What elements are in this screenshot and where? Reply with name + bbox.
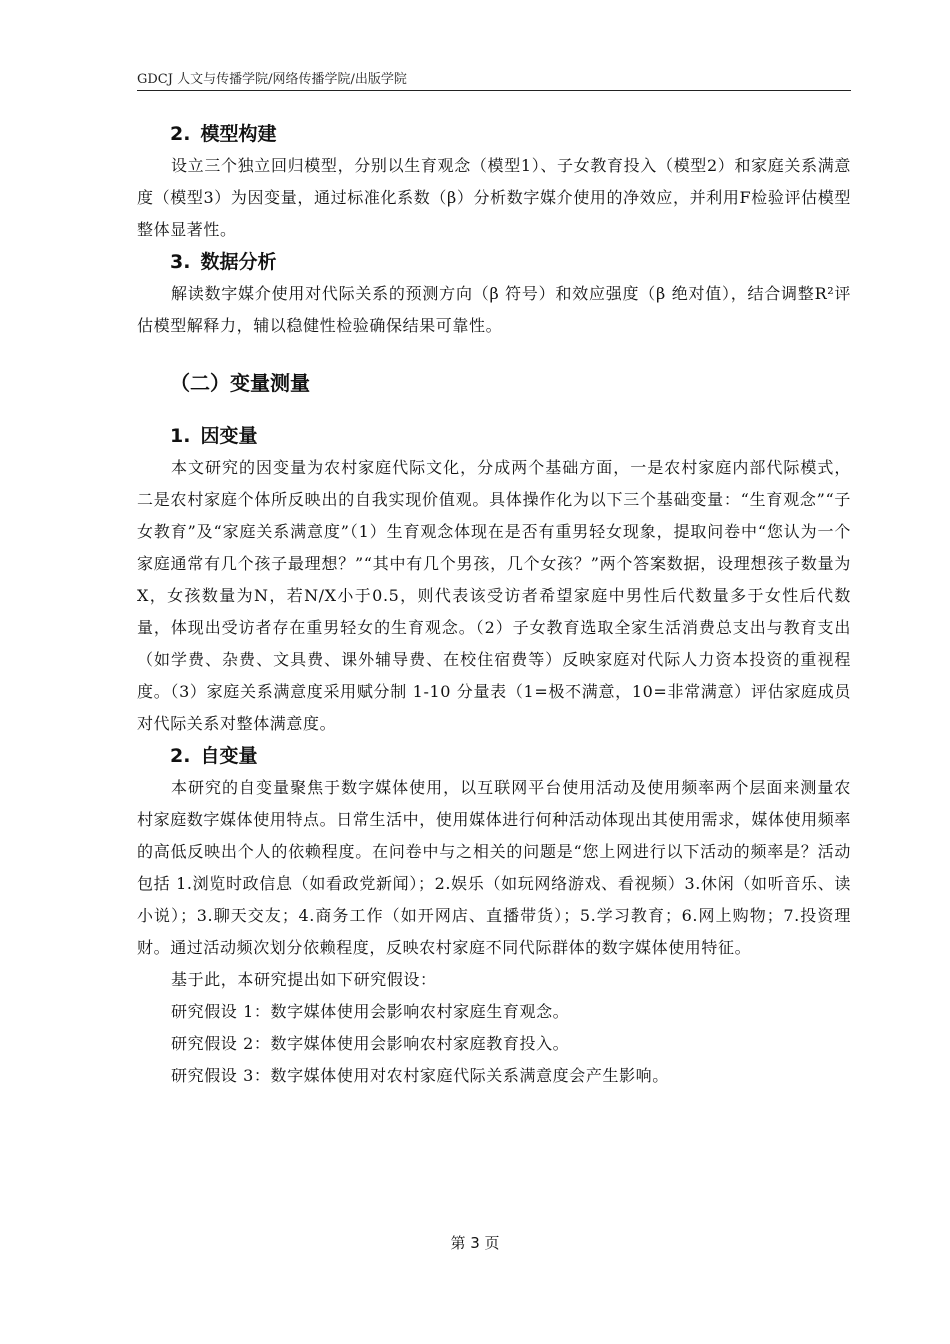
paragraph-independent-variable: 本研究的自变量聚焦于数字媒体使用，以互联网平台使用活动及使用频率两个层面来测量农村家庭数字媒体使用特点。日常生活中，使用媒体进行何种活动体现出其使用需求，媒体使用频率的高低反映出个人的依赖程度。在问卷中与之相关的问题是“您上网进行以下活动的频率是？活动包括 1.浏览时政信息（如看政党新闻）；2.娱乐（如玩网络游戏、看视频）3.休闲（如听音乐、读小说）；3.聊天交友；4.商务工作（如开网店、直播带货）；5.学习教育；6.网上购物；7.投资理财。通过活动频次划分依赖程度，反映农村家庭不同代际群体的数字媒体使用特征。 — [137, 778, 851, 957]
hypothesis-1: 研究假设 1：数字媒体使用会影响农村家庭生育观念。 — [171, 1002, 570, 1021]
section-heading-variables: （二）变量测量 — [170, 371, 310, 395]
hypothesis-2: 研究假设 2：数字媒体使用会影响农村家庭教育投入。 — [171, 1034, 570, 1053]
heading-number: 2. — [170, 123, 191, 145]
heading-title: 数据分析 — [200, 251, 277, 273]
heading-title: 自变量 — [200, 745, 258, 767]
paragraph-model-build: 设立三个独立回归模型，分别以生育观念（模型1）、子女教育投入（模型2）和家庭关系满意度（模型3）为因变量，通过标准化系数（β）分析数字媒介使用的净效应，并利用F检验评估模型整体显著性。 — [137, 156, 851, 239]
header-text: GDCJ 人文与传播学院/网络传播学院/出版学院 — [137, 72, 407, 87]
heading-independent-variable — [137, 740, 851, 772]
hypotheses-intro: 基于此，本研究提出如下研究假设： — [171, 970, 437, 989]
page-header — [137, 68, 851, 91]
heading-number: 3. — [170, 251, 191, 273]
heading-model-build — [137, 118, 851, 150]
heading-title: 因变量 — [200, 425, 258, 447]
heading-dependent-variable — [137, 420, 851, 452]
heading-number: 1. — [170, 425, 191, 447]
hypothesis-3: 研究假设 3：数字媒体使用对农村家庭代际关系满意度会产生影响。 — [171, 1066, 669, 1085]
heading-title: 模型构建 — [200, 123, 277, 145]
heading-number: 2. — [170, 745, 191, 767]
paragraph-dependent-variable: 本文研究的因变量为农村家庭代际文化，分成两个基础方面，一是农村家庭内部代际模式，二是农村家庭个体所反映出的自我实现价值观。具体操作化为以下三个基础变量：“生育观念”“子女教育”及“家庭关系满意度”（1）生育观念体现在是否有重男轻女现象，提取问卷中“您认为一个家庭通常有几个孩子最理想？”“其中有几个男孩，几个女孩？”两个答案数据，设理想孩子数量为X，女孩数量为N，若N/X小于0.5，则代表该受访者希望家庭中男性后代数量多于女性后代数量，体现出受访者存在重男轻女的生育观念。（2）子女教育选取全家生活消费总支出与教育支出（如学费、杂费、文具费、课外辅导费、在校住宿费等）反映家庭对代际人力资本投资的重视程度。（3）家庭关系满意度采用赋分制 1-10 分量表（1=极不满意，10=非常满意）评估家庭成员对代际关系对整体满意度。 — [137, 458, 851, 733]
page-number: 第 3 页 — [450, 1234, 500, 1252]
paragraph-data-analysis: 解读数字媒介使用对代际关系的预测方向（β 符号）和效应强度（β 绝对值），结合调整R²评估模型解释力，辅以稳健性检验确保结果可靠性。 — [137, 284, 851, 335]
document-body — [137, 118, 851, 1092]
heading-data-analysis — [137, 246, 851, 278]
